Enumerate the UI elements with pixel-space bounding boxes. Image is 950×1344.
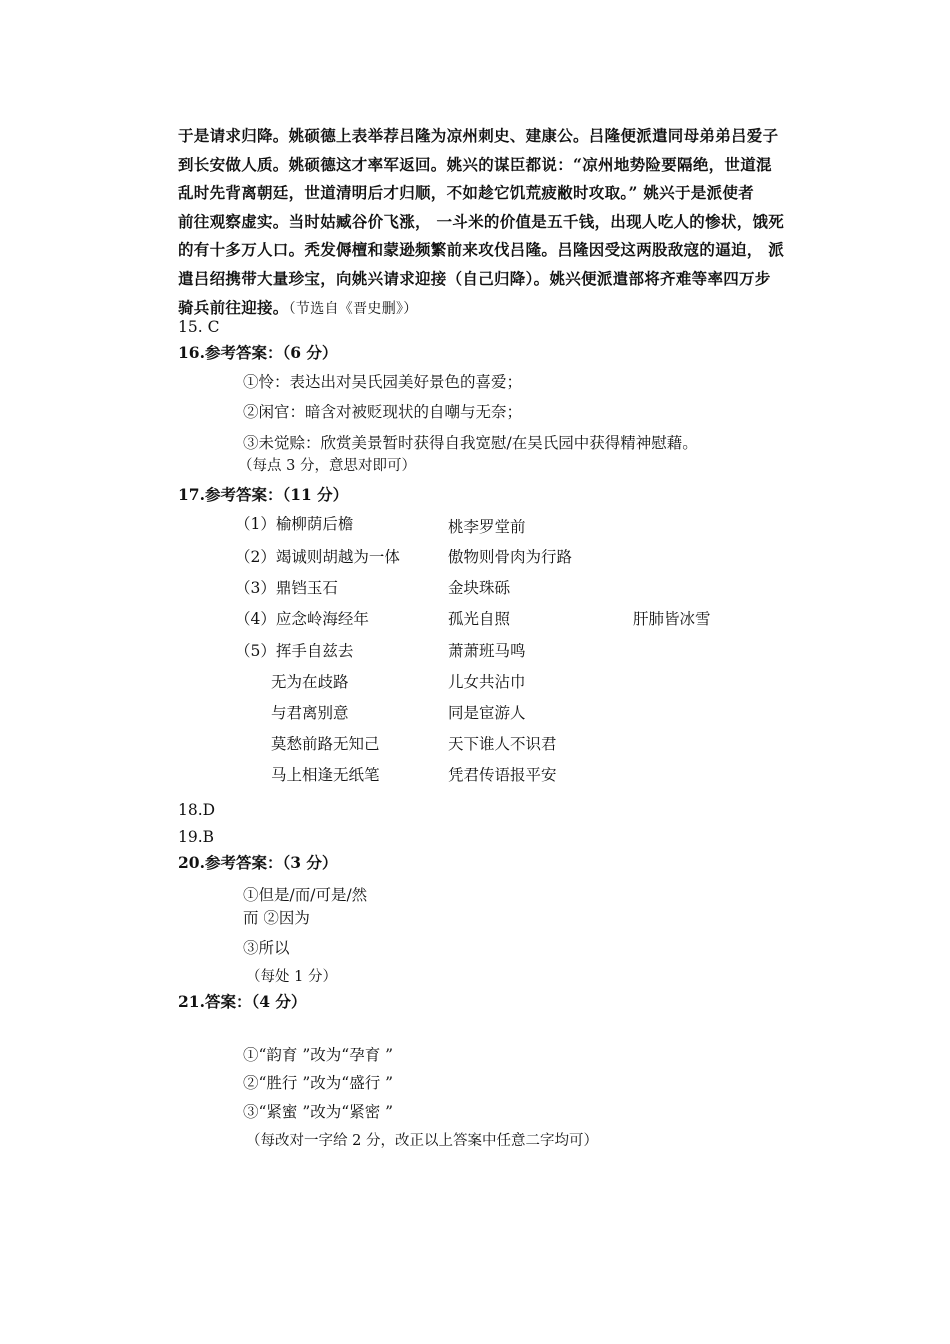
passage-last-line bbox=[178, 294, 813, 324]
answer-17-cell: 与君离别意 bbox=[271, 704, 349, 722]
passage-line: 到长安做人质。姚硕德这才率军返回。姚兴的谋臣都说：“凉州地势险要隔绝，世道混 bbox=[178, 154, 772, 174]
answer-17-cell: 无为在歧路 bbox=[271, 673, 349, 691]
translation-passage bbox=[178, 122, 813, 323]
answer-17-cell: 儿女共沾巾 bbox=[448, 673, 526, 691]
answer-17-cell: 莫愁前路无知己 bbox=[271, 735, 380, 753]
passage-line: 的有十多万人口。秃发傉檀和蒙逊频繁前来攻伐吕隆。吕隆因受这两股敌寇的逼迫， 派 bbox=[178, 240, 785, 260]
answer-19: 19.B bbox=[178, 828, 215, 846]
answer-15: 15. C bbox=[178, 318, 220, 336]
answer-17-cell: 桃李罗堂前 bbox=[448, 518, 526, 536]
answer-18: 18.D bbox=[178, 801, 216, 819]
answer-17-cell: （5）挥手自兹去 bbox=[235, 642, 354, 660]
answer-21-heading: 21.答案：（4 分） bbox=[178, 992, 307, 1011]
passage-line: 乱时先背离朝廷，世道清明后才归顺，不如趁它饥荒疲敝时攻取。” 姚兴于是派使者 bbox=[178, 183, 754, 203]
answer-17-cell: 萧萧班马鸣 bbox=[448, 642, 526, 660]
answer-17-cell: （2）竭诚则胡越为一体 bbox=[235, 548, 400, 566]
answer-20-line: ③所以 bbox=[243, 939, 290, 957]
answer-20-heading: 20.参考答案：（3 分） bbox=[178, 853, 338, 872]
answer-16-item: ①怜：表达出对吴氏园美好景色的喜爱； bbox=[243, 373, 523, 391]
answer-17-cell: 金块珠砾 bbox=[448, 579, 511, 597]
answer-20-line: ①但是/而/可是/然 bbox=[243, 886, 368, 904]
passage-line: 遣吕绍携带大量珍宝，向姚兴请求迎接（自己归降）。姚兴便派遣部将齐难等率四万步 bbox=[178, 268, 771, 288]
answer-17-cell: 傲物则骨肉为行路 bbox=[448, 548, 573, 566]
answer-21-note: （每改对一字给 2 分，改正以上答案中任意二字均可） bbox=[246, 1133, 598, 1149]
answer-20-note: （每处 1 分） bbox=[246, 969, 337, 985]
passage-line: 前往观察虚实。当时姑臧谷价飞涨， 一斗米的价值是五千钱，出现人吃人的惨状，饿死 bbox=[178, 211, 785, 231]
answer-16-item: ③未觉赊：欣赏美景暂时获得自我宽慰/在吴氏园中获得精神慰藉。 bbox=[243, 434, 698, 452]
answer-16-note: （每点 3 分，意思对即可） bbox=[238, 458, 416, 474]
answer-21-item: ③“紧蜜 ”改为“紧密 ” bbox=[243, 1103, 394, 1121]
answer-17-cell: 肝肺皆冰雪 bbox=[633, 610, 711, 628]
answer-21-item: ①“韵育 ”改为“孕育 ” bbox=[243, 1046, 394, 1064]
answer-17-cell: 凭君传语报平安 bbox=[448, 766, 557, 784]
answer-17-cell: （1）榆柳荫后檐 bbox=[235, 515, 354, 533]
passage-line: 于是请求归降。姚硕德上表举荐吕隆为凉州刺史、建康公。吕隆便派遣同母弟弟吕爱子 bbox=[178, 126, 779, 145]
answer-17-cell: 马上相逢无纸笔 bbox=[271, 766, 380, 784]
answer-17-cell: 天下谁人不识君 bbox=[448, 735, 557, 753]
answer-17-cell: 同是宦游人 bbox=[448, 704, 526, 722]
passage-line: 骑兵前往迎接。 bbox=[178, 297, 289, 317]
answer-21-item: ②“胜行 ”改为“盛行 ” bbox=[243, 1074, 394, 1092]
answer-16-item: ②闲官：暗含对被贬现状的自嘲与无奈； bbox=[243, 403, 523, 421]
answer-17-heading: 17.参考答案：（11 分） bbox=[178, 485, 349, 504]
answer-20-line: 而 ②因为 bbox=[243, 909, 310, 927]
source-note: （节选自《晋史删》） bbox=[288, 300, 418, 317]
answer-17-cell: （4）应念岭海经年 bbox=[235, 610, 369, 628]
answer-17-cell: 孤光自照 bbox=[448, 610, 511, 628]
answer-17-cell: （3）鼎铛玉石 bbox=[235, 579, 338, 597]
answer-16-heading: 16.参考答案：（6 分） bbox=[178, 343, 338, 362]
